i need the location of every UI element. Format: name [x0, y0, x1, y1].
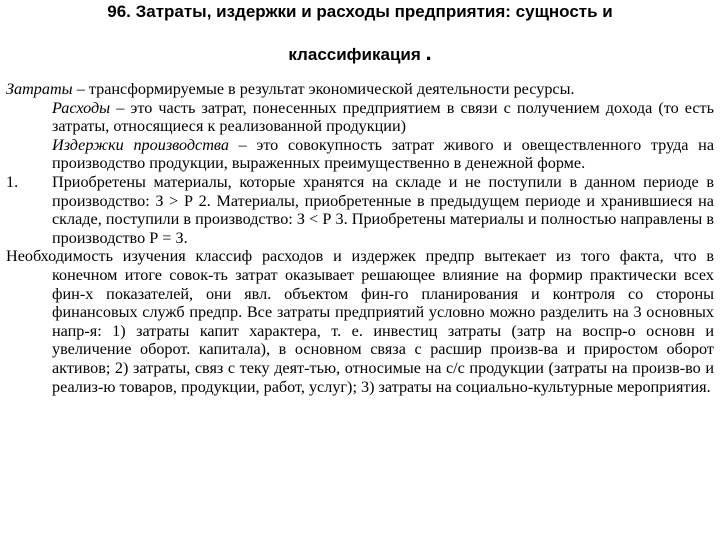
term-zatraty: Затраты	[6, 80, 73, 98]
term-raskhody: Расходы	[52, 98, 111, 117]
definition-raskhody	[6, 99, 714, 136]
list-item-1	[6, 173, 714, 247]
definition-izderzhki	[6, 136, 714, 173]
slide-body	[6, 80, 714, 396]
definition-zatraty	[6, 80, 714, 99]
paragraph-necessity: Необходимость изучения классиф расходов и издержек предпр вытекает из того факта, что в конечном итоге совок-ть затрат оказывает решающее влияние на формир практически всех фин-х показателей, они явл. объектом фин-го планирования и контроля со стороны финансовых служб предпр. Все затраты предприятий условно можно разделить на 3 основных напр-я: 1) затраты капит характера, т. е. инвестиц затраты (затр на воспр-о основн и увеличение оборот. капитала), в основном связа с расшир произв-ва и приростом оборот активов; 2) затраты, связ с теку деят-тью, относимые на с/с продукции (затраты на произв-во и реализ-ю товаров, продукции, работ, услуг); 3) затраты на социально-культурные мероприятия.	[6, 247, 714, 396]
slide-title-dot: .	[425, 40, 432, 65]
definition-izderzhki-text: – это совокупность затрат живого и овеществленного труда на производство продукции, выраженных преимущественно в денежной форме.	[52, 135, 715, 173]
list-item-text: Приобретены материалы, которые хранятся на складе и не поступили в данном периоде в производство: З > Р 2. Материалы, приобретенные в предыдущем периоде и хранившиеся на складе, поступили в производство: З < Р 3. Приобретены материалы и полностью направлены в производство Р = З.	[52, 172, 714, 247]
slide-title-line-1: 96. Затраты, издержки и расходы предприятия: сущность и	[107, 2, 613, 21]
slide-title-word: классификация	[288, 45, 421, 64]
definition-raskhody-text: – это часть затрат, понесенных предприятием в связи с получением дохода (то есть затраты, относящиеся к реализованной продукции)	[52, 98, 714, 136]
definition-zatraty-text: – трансформируемые в результат экономической деятельности ресурсы.	[72, 80, 575, 98]
slide-title-line-2	[0, 40, 720, 65]
list-item-number: 1.	[6, 172, 19, 191]
term-izderzhki: Издержки производства	[52, 135, 229, 154]
